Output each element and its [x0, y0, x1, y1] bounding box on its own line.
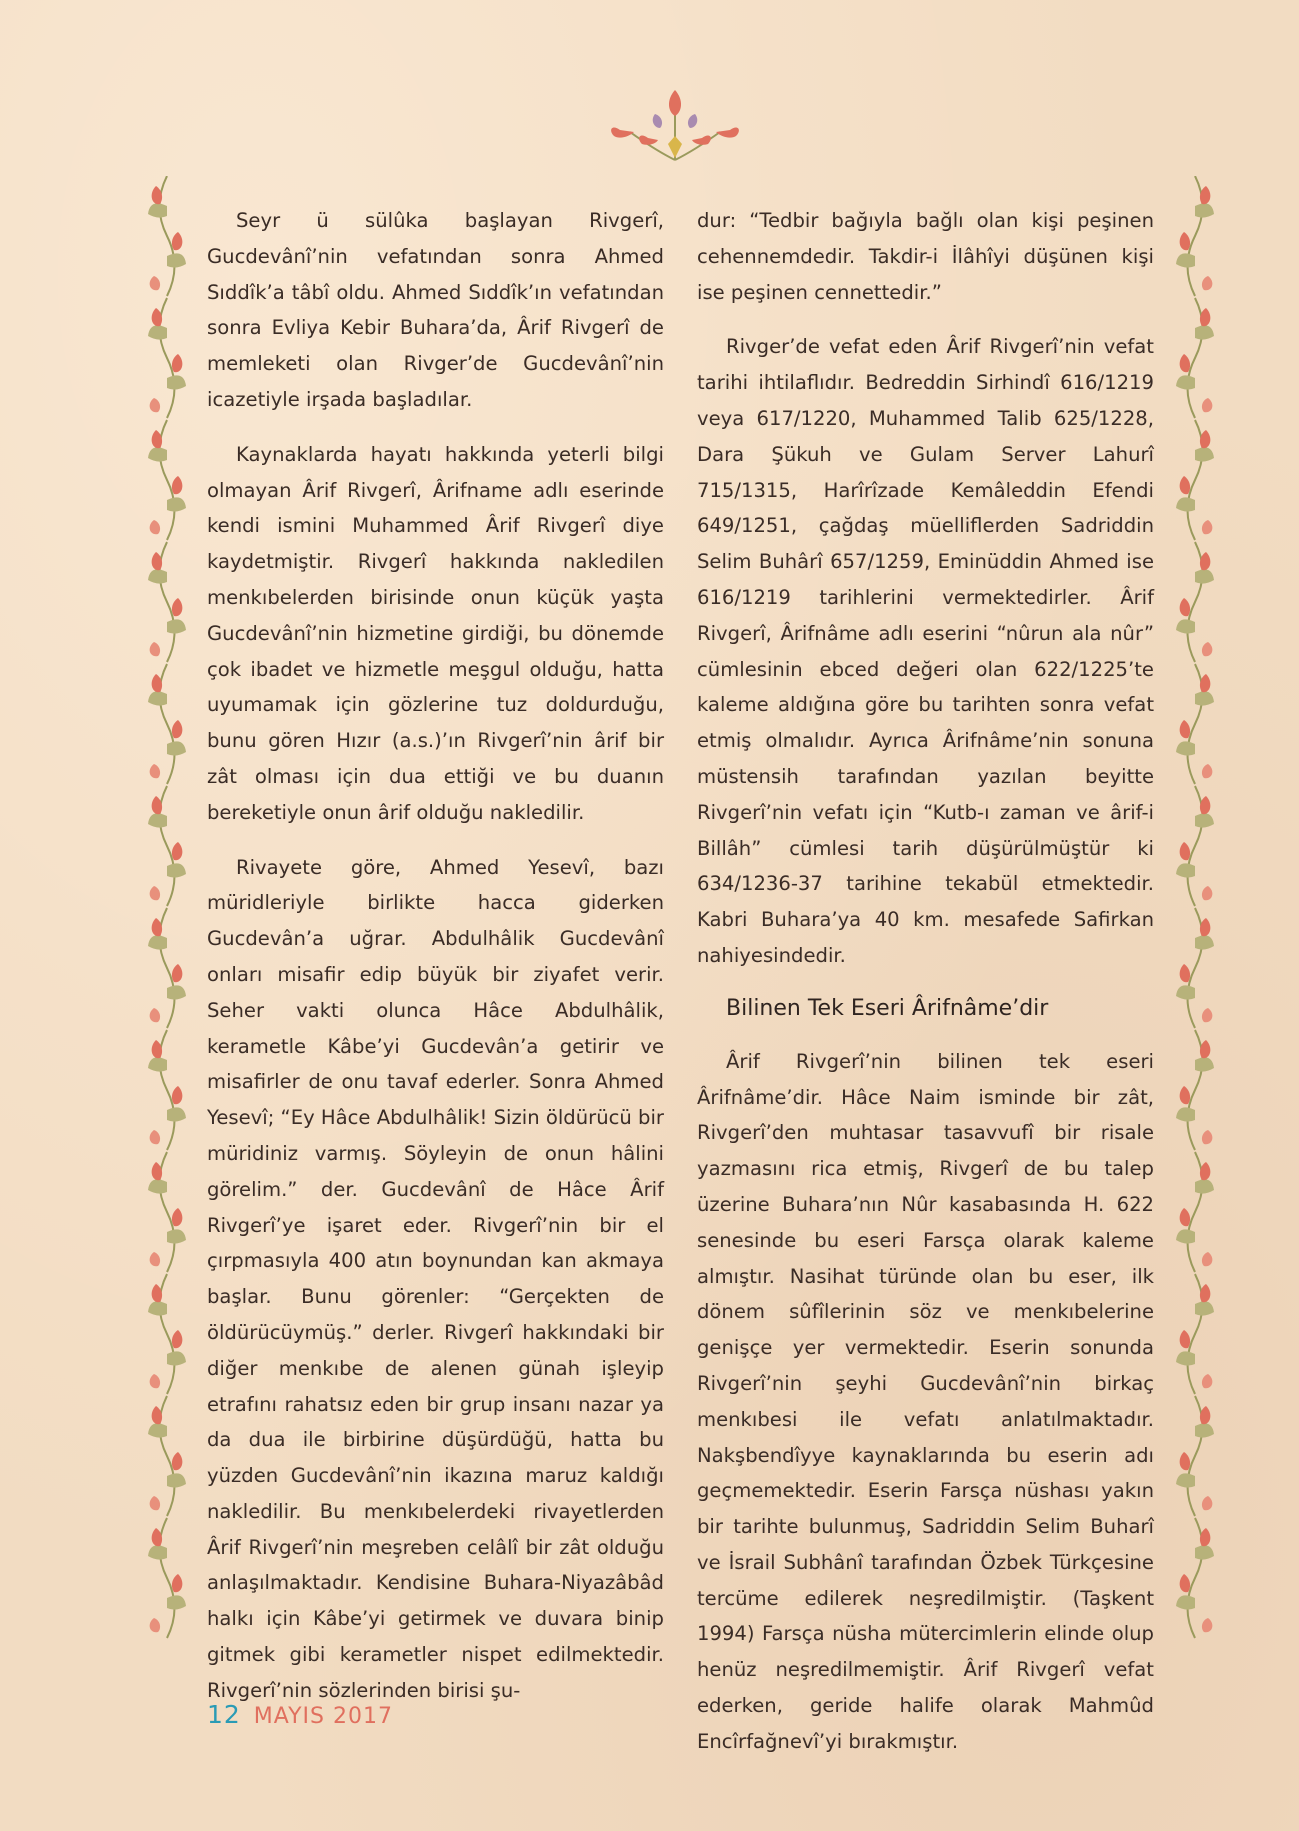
paragraph: Ârif Rivgerî’nin bilinen tek eseri Ârifnâme’dir. Hâce Naim isminde bir zât, Rivgerî’den muhtasar tasavvufî bir risale yazmasını rica etmiş, Rivgerî de bu talep üzerine Buhara’nın Nûr kasabasında H. 622 senesinde bu eseri Farsça olarak kaleme almıştır. Nasihat türünde olan bu eser, ilk dönem sûfîlerinin söz ve menkıbelerine genişçe yer vermektedir. Eserin sonunda Rivgerî’nin şeyhi Gucdevânî’nin birkaç menkıbesi ile vefatı anlatılmaktadır. Nakşbendîyye kaynaklarında bu eserin adı geçmemektedir. Eserin Farsça nüshası yakın bir tarihte bulunmuş, Sadriddin Selim Buharî ve İsrail Subhânî tarafından Özbek Türkçesine tercüme edilerek neşredilmiştir. (Taşkent 1994) Farsça nüsha mütercimlerin elinde olup henüz neşredilmemiştir. Ârif Rivgerî vefat ederken, geride halife olarak Mahmûd Encîrfağnevî’yi bırakmıştır. — [697, 1049, 1154, 1753]
section-heading: Bilinen Tek Eseri Ârifnâme’dir — [726, 995, 1049, 1021]
left-text-column — [207, 203, 664, 1709]
right-text-column — [697, 203, 1154, 1760]
paragraph: Rivger’de vefat eden Ârif Rivgerî’nin vefat tarihi ihtilaflıdır. Bedreddin Sirhindî 616/1219 veya 617/1220, Muhammed Talib 625/1228, Dara Şükuh ve Gulam Server Lahurî 715/1315, Harîrîzade Kemâleddin Efendi 649/1251, çağdaş müelliflerden Sadriddin Selim Buhârî 657/1259, Eminüddin Ahmed ise 616/1219 tarihlerini vermektedirler. Ârif Rivgerî, Ârifnâme adlı eserini “nûrun ala nûr” cümlesinin ebced değeri olan 622/1225’te kaleme aldığına göre bu tarihten sonra vefat etmiş olmalıdır. Ayrıca Ârifnâme’nin sonuna müstensih tarafından yazılan beyitte Rivgerî’nin vefatı için “Kutb-ı zaman ve ârif-i Billâh” cümlesi tarih düşürülmüştür ki 634/1236-37 tarihine tekabül etmektedir. Kabri Buhara’ya 40 km. mesafede Safirkan nahiyesindedir. — [697, 335, 1154, 967]
paragraph: Kaynaklarda hayatı hakkında yeterli bilgi olmayan Ârif Rivgerî, Ârifname adlı eserinde kendi ismini Muhammed Ârif Rivgerî diye kaydetmiştir. Rivgerî hakkında nakledilen menkıbelerden birisinde onun küçük yaşta Gucdevânî’nin hizmetine girdiği, bu dönemde çok ibadet ve hizmetle meşgul olduğu, hatta uyumamak için gözlerine tuz doldurduğu, bunu gören Hızır (a.s.)’ın Rivgerî’nin ârif bir zât olması için dua ettiği ve bu duanın bereketiyle onun ârif olduğu nakledilir. — [207, 442, 664, 824]
page-footer — [207, 1700, 393, 1729]
paragraph: Seyr ü sülûka başlayan Rivgerî, Gucdevânî’nin vefatından sonra Ahmed Sıddîk’a tâbî oldu. Ahmed Sıddîk’ın vefatından sonra Evliya Kebir Buhara’da, Ârif Rivgerî de memleketi olan Rivger’de Gucdevânî’nin icazetiyle irşada başladılar. — [207, 209, 664, 411]
left-floral-border — [142, 176, 192, 1658]
right-floral-border — [1170, 176, 1220, 1658]
paragraph: Rivayete göre, Ahmed Yesevî, bazı müridleriyle birlikte hacca giderken Gucdevân’a uğrar. Abdulhâlik Gucdevânî onları misafir edip büyük bir ziyafet verir. Seher vakti olunca Hâce Abdulhâlik, kerametle Kâbe’yi Gucdevân’a getirir ve misafirler de onu tavaf ederler. Sonra Ahmed Yesevî; “Ey Hâce Abdulhâlik! Sizin öldürücü bir müridiniz varmış. Söyleyin de onun hâlini görelim.” der. Gucdevânî de Hâce Ârif Rivgerî’ye işaret eder. Rivgerî’nin bir el çırpmasıyla 400 atın boynundan kan akmaya başlar. Bunu görenler: “Gerçekten de öldürücüymüş.” derler. Rivgerî hakkındaki bir diğer menkıbe de alenen günah işleyip etrafını rahatsız eden bir grup insanı nazar ya da dua ile birbirine düşürdüğü, hatta bu yüzden Gucdevânî’nin ikazına maruz kaldığı nakledilir. Bu menkıbelerdeki rivayetlerden Ârif Rivgerî’nin meşreben celâlî bir zât olduğu anlaşılmaktadır. Kendisine Buhara-Niyazâbâd halkı için Kâbe’yi getirmek ve duvara binip gitmek gibi kerametler nispet edilmektedir. Rivgerî’nin sözlerinden birisi şu- — [207, 855, 664, 1702]
page-number: 12 — [207, 1700, 241, 1729]
top-tulip-ornament — [600, 80, 750, 170]
issue-date: MAYIS 2017 — [253, 1704, 393, 1729]
paragraph-continued: dur: “Tedbir bağıyla bağlı olan kişi peşinen cehennemdedir. Takdir-i İlâhîyi düşünen kişi ise peşinen cennettedir.” — [697, 209, 1154, 304]
